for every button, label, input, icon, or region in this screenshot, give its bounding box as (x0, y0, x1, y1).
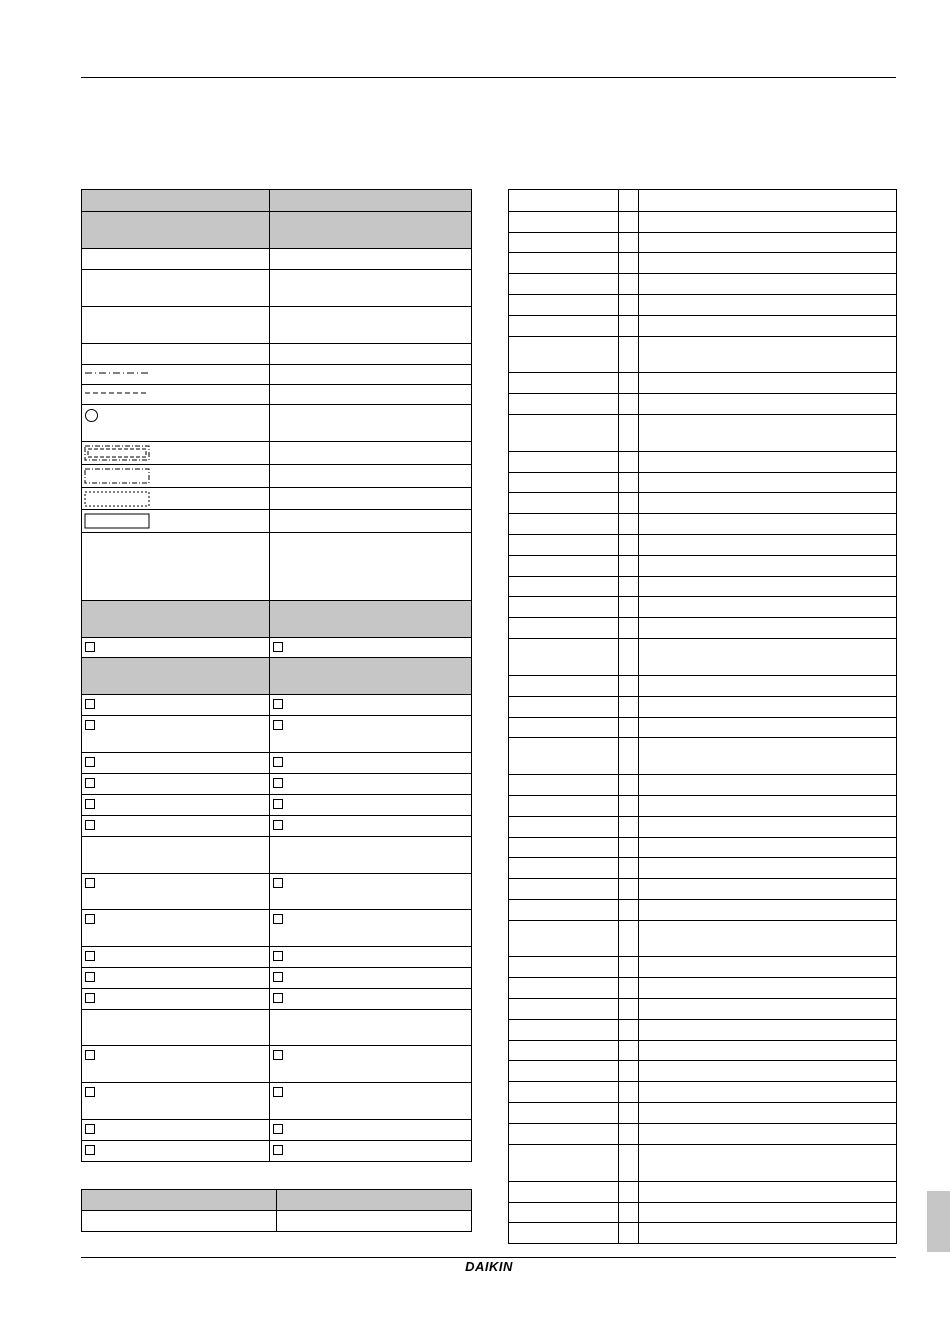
table-row (509, 838, 897, 858)
table-row (82, 695, 472, 716)
field-wiring-box-icon (84, 445, 150, 461)
daikin-logo-mark (459, 1259, 519, 1273)
table-row (509, 1103, 897, 1124)
table-row (82, 270, 472, 307)
table-row (509, 316, 897, 337)
table-row (82, 365, 472, 385)
table-row (509, 1182, 897, 1203)
table-row (509, 212, 897, 233)
table-row (509, 253, 897, 274)
checkbox-icon (85, 993, 95, 1003)
table-row (509, 295, 897, 316)
table-row (509, 1124, 897, 1145)
table-row (82, 510, 472, 533)
notes-table (81, 1189, 472, 1232)
table-row (509, 514, 897, 535)
table-row (509, 921, 897, 957)
table-row (509, 556, 897, 577)
table-row (509, 999, 897, 1020)
checkbox-icon (85, 914, 95, 924)
table-row (82, 344, 472, 365)
checkbox-icon (273, 1145, 283, 1155)
dotted-box-icon (84, 491, 150, 507)
table-row (509, 775, 897, 796)
checkbox-icon (273, 820, 283, 830)
table-row (509, 858, 897, 879)
table-row (509, 1223, 897, 1244)
table-row (82, 1211, 472, 1232)
table-row (509, 394, 897, 415)
table-row (82, 947, 472, 968)
table-header-row (82, 1190, 472, 1211)
table-row (82, 405, 472, 442)
table-row (509, 618, 897, 639)
checkbox-icon (85, 720, 95, 730)
checkbox-icon (85, 778, 95, 788)
table-row (82, 488, 472, 510)
table-row (509, 738, 897, 775)
option-box-icon (84, 468, 150, 484)
table-row (82, 910, 472, 947)
table-row (509, 452, 897, 473)
table-row (82, 989, 472, 1010)
checkbox-icon (273, 1087, 283, 1097)
checkbox-icon (85, 1145, 95, 1155)
table-row (509, 639, 897, 676)
table-section-row (82, 658, 472, 695)
checkbox-icon (273, 757, 283, 767)
table-row (82, 442, 472, 465)
checkbox-icon (273, 993, 283, 1003)
table-header-row (82, 190, 472, 212)
checkbox-icon (85, 878, 95, 888)
table-row (509, 415, 897, 452)
table-row (509, 1082, 897, 1103)
table-row (509, 718, 897, 738)
table-row (509, 473, 897, 493)
table-row (82, 968, 472, 989)
checkbox-icon (85, 1050, 95, 1060)
table-row (509, 337, 897, 373)
table-row (82, 1141, 472, 1162)
table-row (509, 190, 897, 212)
dash-dot-line-icon (84, 370, 150, 376)
table-row (509, 900, 897, 921)
table-row (509, 676, 897, 697)
table-row (509, 493, 897, 514)
checkbox-icon (273, 799, 283, 809)
table-row (82, 533, 472, 601)
table-row (509, 373, 897, 394)
table-row (82, 1083, 472, 1120)
table-row (509, 535, 897, 556)
checkbox-icon (85, 1087, 95, 1097)
table-row (82, 1010, 472, 1046)
checkbox-icon (85, 951, 95, 961)
checkbox-icon (85, 642, 95, 652)
checkbox-icon (85, 699, 95, 709)
table-row (82, 774, 472, 795)
component-table (508, 189, 897, 1244)
daikin-logo (459, 1259, 519, 1273)
legend-table (81, 189, 472, 1162)
table-row (509, 817, 897, 838)
checkbox-icon (85, 799, 95, 809)
table-row (509, 1145, 897, 1182)
table-row (509, 1061, 897, 1082)
checkbox-icon (85, 972, 95, 982)
table-row (509, 233, 897, 253)
table-row (509, 697, 897, 718)
table-row (509, 1041, 897, 1061)
checkbox-icon (273, 951, 283, 961)
footer-rule (81, 1257, 896, 1258)
dashed-line-icon (84, 390, 150, 396)
table-row (82, 385, 472, 405)
checkbox-icon (273, 914, 283, 924)
table-row (82, 249, 472, 270)
header-rule (81, 77, 896, 78)
table-row (82, 837, 472, 874)
table-row (509, 274, 897, 295)
table-row (509, 597, 897, 618)
checkbox-icon (273, 1050, 283, 1060)
table-row (509, 796, 897, 817)
checkbox-icon (273, 778, 283, 788)
table-section-row (82, 212, 472, 249)
checkbox-icon (273, 699, 283, 709)
table-row (509, 957, 897, 978)
svg-text:DAIKIN: DAIKIN (465, 1259, 513, 1273)
table-row (509, 1203, 897, 1223)
table-row (509, 577, 897, 597)
table-row (509, 879, 897, 900)
checkbox-icon (85, 820, 95, 830)
table-row (82, 307, 472, 344)
table-row (82, 465, 472, 488)
checkbox-icon (85, 1124, 95, 1134)
checkbox-icon (273, 878, 283, 888)
table-row (82, 795, 472, 816)
circle-icon (85, 409, 98, 422)
checkbox-icon (273, 1124, 283, 1134)
solid-box-icon (84, 513, 150, 529)
table-row (82, 1120, 472, 1141)
checkbox-icon (273, 972, 283, 982)
table-row (82, 874, 472, 910)
table-row (82, 816, 472, 837)
table-row (509, 1020, 897, 1041)
chapter-side-tab (927, 1191, 950, 1252)
table-section-row (82, 601, 472, 638)
checkbox-icon (85, 757, 95, 767)
table-row (82, 1046, 472, 1083)
table-row (509, 978, 897, 999)
table-row (82, 716, 472, 753)
table-row (82, 753, 472, 774)
checkbox-icon (273, 720, 283, 730)
checkbox-icon (273, 642, 283, 652)
table-row (82, 638, 472, 658)
